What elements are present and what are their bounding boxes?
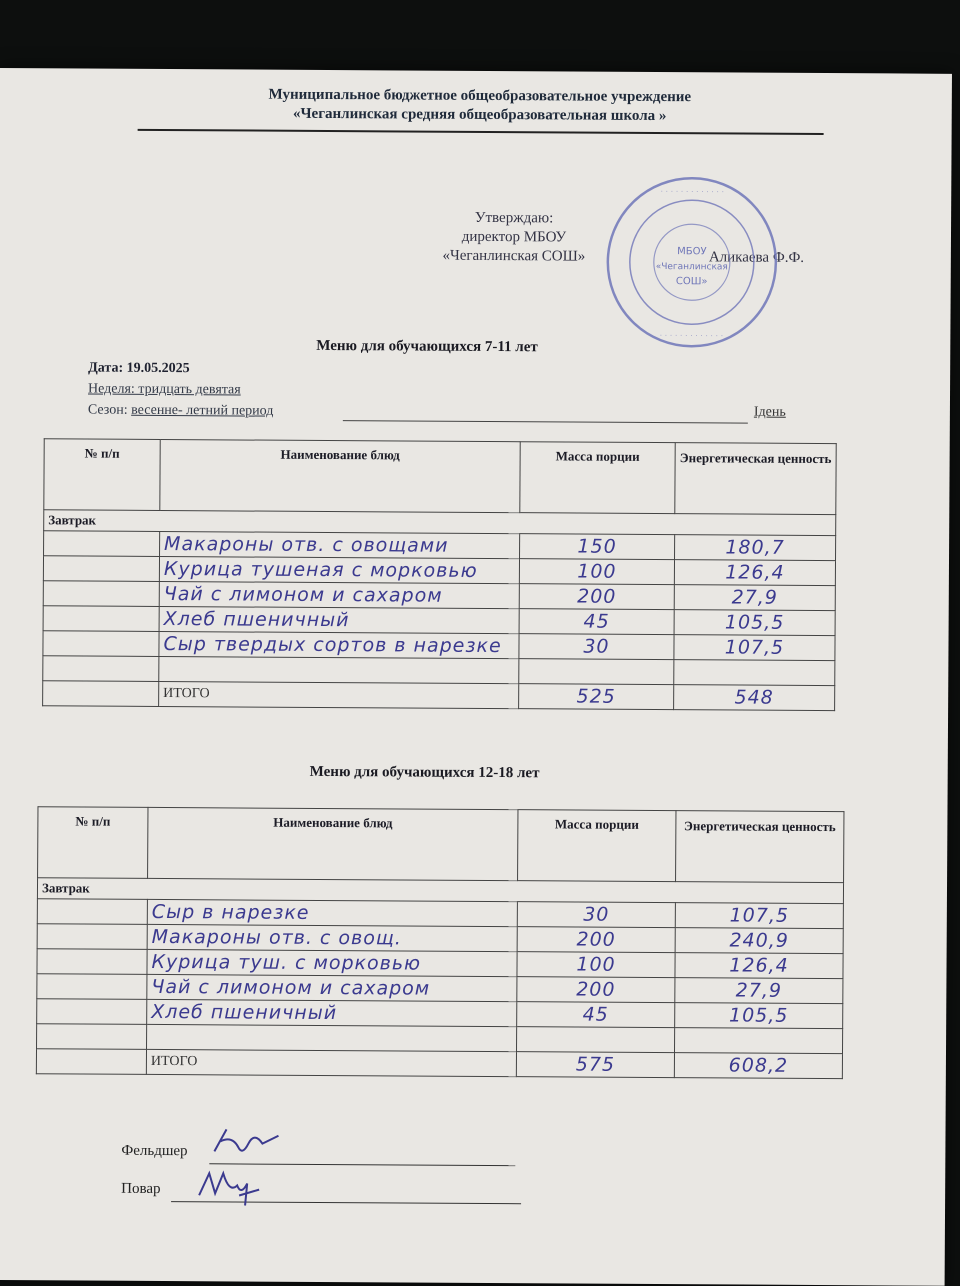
menu1-table [42,438,837,711]
approval-line3: «Чеганлинская СОШ» [442,247,586,265]
dish-mass: 30 [517,902,675,928]
total-mass: 575 [516,1052,674,1078]
approval-line2: директор МБОУ [461,228,567,246]
svg-text:· · · · · · · · · · · · ·: · · · · · · · · · · · · · [659,331,724,341]
total-energy: 608,2 [674,1053,842,1079]
header-line2: «Чеганлинская средняя общеобразовательная школа » [293,105,667,125]
dish-energy: 105,5 [675,1003,843,1029]
dish-energy: 27,9 [674,585,835,611]
stamp-text1: МБОУ [677,246,707,258]
dish-name: Чай с лимоном и сахаром [147,974,517,1001]
menu1-day: Iдень [753,404,786,420]
col-energy: Энергетическая ценность [676,811,844,883]
dish-mass: 200 [517,977,675,1003]
total-label: ИТОГО [159,681,519,708]
dish-energy: 107,5 [674,635,835,661]
menu2-total-row [36,1049,842,1079]
section-label: Завтрак [37,878,843,904]
total-label: ИТОГО [146,1049,516,1076]
stamp-text3: СОШ» [675,276,708,288]
dish-name: Чай с лимоном и сахаром [159,581,519,608]
approval-block [429,209,805,267]
approval-line1: Утверждаю: [474,209,554,227]
col-number: № п/п [44,439,160,511]
document-sheet [0,68,952,1286]
dish-mass: 30 [519,634,674,660]
section-label: Завтрак [44,510,836,536]
menu2-table [36,806,845,1079]
col-dish: Наименование блюд [148,807,518,880]
cook-handwritten-signature [193,1165,263,1209]
menu1-week: Неделя: тридцать девятая [87,381,241,398]
dish-mass: 150 [520,534,675,560]
dish-energy: 107,5 [675,903,843,929]
school-header [130,85,830,127]
dish-name: Макароны отв. с овощ. [147,924,517,951]
menu1-season [88,403,274,420]
dish-mass: 45 [519,609,674,635]
dish-mass: 200 [519,584,674,610]
dish-energy: 126,4 [675,953,843,979]
dish-name: Курица тушеная с морковью [159,556,519,583]
header-divider [138,129,824,135]
dish-name: Сыр твердых сортов в нарезке [159,631,519,658]
season-underline [343,420,748,423]
dish-name: Сыр в нарезке [147,899,517,926]
col-number: № п/п [38,807,148,879]
menu2-title: Меню для обучающихся 12-18 лет [309,763,540,782]
menu1-title: Меню для обучающихся 7-11 лет [316,337,538,356]
dish-name: Хлеб пшеничный [147,999,517,1026]
menu1-total-row [43,681,835,711]
dish-mass: 200 [517,927,675,953]
medic-signature-label: Фельдшер [121,1142,188,1160]
dish-energy: 27,9 [675,978,843,1004]
dish-name: Макароны отв. с овощами [160,531,520,558]
cook-signature-label: Повар [121,1180,161,1198]
col-mass: Масса порции [518,810,676,882]
menu1-date: Дата: 19.05.2025 [88,360,190,377]
dish-mass: 45 [517,1002,675,1028]
dish-name: Курица туш. с морковью [147,949,517,976]
dish-mass: 100 [519,559,674,585]
col-energy: Энергетическая ценность [675,443,836,515]
col-mass: Масса порции [520,442,675,514]
total-energy: 548 [674,685,835,711]
dish-energy: 105,5 [674,610,835,636]
menu1-header-row [44,439,836,515]
school-stamp-seal [603,174,780,351]
dish-energy: 240,9 [675,928,843,954]
dish-name: Хлеб пшеничный [159,606,519,633]
season-label: Сезон: [87,402,132,418]
svg-text:· · · · · · · · · · · · ·: · · · · · · · · · · · · · [660,187,725,197]
dish-energy: 180,7 [675,535,836,561]
dish-energy: 126,4 [674,560,835,586]
season-value: весенне- летний период [131,402,274,419]
stamp-text2: «Чеганлинская [655,262,728,273]
dish-mass: 100 [517,952,675,978]
header-line1: Муниципальное бюджетное общеобразовательное учреждение [268,86,692,106]
medic-handwritten-signature [208,1121,288,1161]
menu2-header-row [38,807,844,883]
total-mass: 525 [519,684,674,710]
col-dish: Наименование блюд [160,439,520,512]
director-name: Аликаева Ф.Ф. [708,249,805,266]
